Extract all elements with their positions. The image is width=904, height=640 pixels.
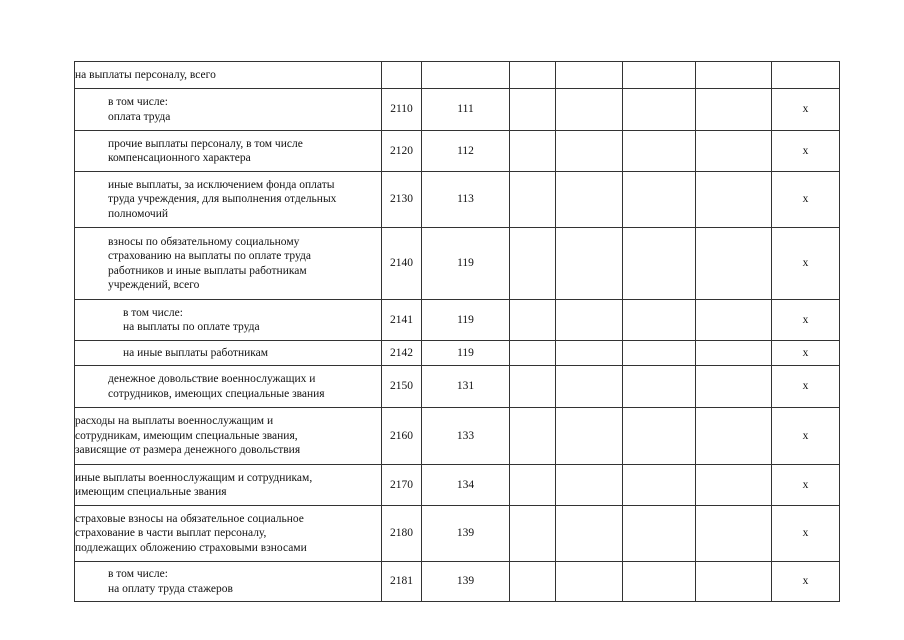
row-name-line: работников и иные выплаты работникам [108, 264, 307, 277]
row-kbk-cell [422, 62, 510, 89]
empty-cell [696, 300, 772, 341]
empty-cell [623, 366, 696, 408]
empty-cell [556, 300, 623, 341]
row-name-line: прочие выплаты персоналу, в том числе [108, 137, 303, 150]
empty-cell [510, 408, 556, 465]
row-name-cell [75, 89, 382, 131]
row-kbk-cell: 133 [422, 408, 510, 465]
row-name-cell [75, 366, 382, 408]
empty-cell [510, 465, 556, 506]
empty-cell [623, 62, 696, 89]
empty-cell [556, 562, 623, 602]
empty-cell [556, 465, 623, 506]
row-mark-cell: х [772, 300, 840, 341]
table-row [75, 228, 840, 300]
empty-cell [623, 131, 696, 172]
row-mark-cell: х [772, 341, 840, 366]
empty-cell [623, 341, 696, 366]
row-name-cell [75, 62, 382, 89]
row-kbk-cell: 131 [422, 366, 510, 408]
empty-cell [510, 172, 556, 228]
row-name-line: страхование в части выплат персоналу, [75, 527, 267, 540]
table-row [75, 465, 840, 506]
empty-cell [696, 408, 772, 465]
row-code-cell: 2181 [382, 562, 422, 602]
empty-cell [510, 300, 556, 341]
row-name-line: сотрудников, имеющих специальные звания [108, 387, 325, 400]
row-name-cell [75, 341, 382, 366]
empty-cell [510, 62, 556, 89]
row-name-cell [75, 172, 382, 228]
empty-cell [696, 131, 772, 172]
empty-cell [510, 506, 556, 562]
row-name-line: компенсационного характера [108, 152, 251, 164]
row-mark-cell: х [772, 465, 840, 506]
row-name-cell [75, 465, 382, 506]
row-name-cell [75, 408, 382, 465]
row-code-cell: 2180 [382, 506, 422, 562]
empty-cell [623, 465, 696, 506]
row-name-line: на иные выплаты работникам [123, 346, 269, 359]
empty-cell [556, 506, 623, 562]
empty-cell [510, 131, 556, 172]
table-row [75, 366, 840, 408]
row-name-cell [75, 562, 382, 602]
row-name-line: в том числе: [108, 568, 168, 580]
empty-cell [623, 300, 696, 341]
row-kbk-cell: 139 [422, 562, 510, 602]
row-name-line: сотрудникам, имеющим специальные звания, [75, 429, 298, 442]
empty-cell [623, 408, 696, 465]
row-kbk-cell: 139 [422, 506, 510, 562]
empty-cell [556, 89, 623, 131]
empty-cell [510, 341, 556, 366]
budget-table [74, 61, 840, 602]
row-code-cell: 2141 [382, 300, 422, 341]
empty-cell [556, 172, 623, 228]
row-code-cell: 2140 [382, 228, 422, 300]
empty-cell [510, 366, 556, 408]
row-name-line: оплата труда [108, 110, 171, 123]
row-name-line: иные выплаты военнослужащим и сотрудникам, [75, 471, 313, 484]
row-mark-cell: х [772, 408, 840, 465]
row-name-line: расходы на выплаты военнослужащим и [75, 415, 274, 428]
row-name-line: на выплаты персоналу, всего [75, 68, 216, 81]
row-mark-cell [772, 62, 840, 89]
empty-cell [556, 366, 623, 408]
empty-cell [696, 465, 772, 506]
row-mark-cell: х [772, 228, 840, 300]
row-name-cell [75, 131, 382, 172]
row-kbk-cell: 113 [422, 172, 510, 228]
row-kbk-cell: 134 [422, 465, 510, 506]
empty-cell [696, 366, 772, 408]
empty-cell [510, 89, 556, 131]
empty-cell [696, 172, 772, 228]
row-name-line: страховые взносы на обязательное социальное [75, 512, 304, 525]
row-mark-cell: х [772, 366, 840, 408]
empty-cell [556, 228, 623, 300]
table-row [75, 562, 840, 602]
empty-cell [556, 408, 623, 465]
empty-cell [696, 62, 772, 89]
row-mark-cell: х [772, 172, 840, 228]
row-name-cell [75, 228, 382, 300]
row-name-line: имеющим специальные звания [75, 486, 227, 498]
table-row [75, 408, 840, 465]
empty-cell [623, 562, 696, 602]
row-code-cell [382, 62, 422, 89]
row-code-cell: 2160 [382, 408, 422, 465]
row-kbk-cell: 111 [422, 89, 510, 131]
row-mark-cell: х [772, 506, 840, 562]
row-kbk-cell: 112 [422, 131, 510, 172]
row-kbk-cell: 119 [422, 341, 510, 366]
empty-cell [623, 89, 696, 131]
row-name-cell [75, 300, 382, 341]
row-name-line: страхованию на выплаты по оплате труда [108, 250, 311, 262]
row-code-cell: 2142 [382, 341, 422, 366]
empty-cell [696, 562, 772, 602]
row-name-line: иные выплаты, за исключением фонда оплаты [108, 178, 335, 191]
empty-cell [696, 341, 772, 366]
table-row [75, 506, 840, 562]
empty-cell [623, 506, 696, 562]
row-name-line: учреждений, всего [108, 279, 200, 291]
row-name-line: денежное довольствие военнослужащих и [108, 373, 316, 385]
row-name-cell [75, 506, 382, 562]
table-row [75, 172, 840, 228]
empty-cell [510, 228, 556, 300]
row-code-cell: 2130 [382, 172, 422, 228]
table-row [75, 89, 840, 131]
row-name-line: в том числе: [123, 306, 183, 319]
row-name-line: зависящие от размера денежного довольствия [75, 444, 301, 457]
row-code-cell: 2170 [382, 465, 422, 506]
empty-cell [623, 228, 696, 300]
row-name-line: труда учреждения, для выполнения отдельных [108, 193, 337, 206]
row-code-cell: 2120 [382, 131, 422, 172]
empty-cell [696, 506, 772, 562]
table-row [75, 62, 840, 89]
row-code-cell: 2110 [382, 89, 422, 131]
row-name-line: взносы по обязательному социальному [108, 235, 300, 248]
empty-cell [556, 341, 623, 366]
row-name-line: полномочий [108, 207, 168, 220]
empty-cell [556, 62, 623, 89]
row-kbk-cell: 119 [422, 300, 510, 341]
empty-cell [623, 172, 696, 228]
row-name-line: на выплаты по оплате труда [123, 321, 260, 333]
row-mark-cell: х [772, 89, 840, 131]
table-row [75, 131, 840, 172]
empty-cell [696, 89, 772, 131]
table-row [75, 300, 840, 341]
table-row [75, 341, 840, 366]
row-name-line: в том числе: [108, 96, 168, 108]
empty-cell [556, 131, 623, 172]
row-kbk-cell: 119 [422, 228, 510, 300]
empty-cell [510, 562, 556, 602]
row-mark-cell: х [772, 131, 840, 172]
row-mark-cell: х [772, 562, 840, 602]
empty-cell [696, 228, 772, 300]
row-name-line: подлежащих обложению страховыми взносами [75, 541, 307, 554]
row-name-line: на оплату труда стажеров [108, 582, 233, 595]
row-code-cell: 2150 [382, 366, 422, 408]
